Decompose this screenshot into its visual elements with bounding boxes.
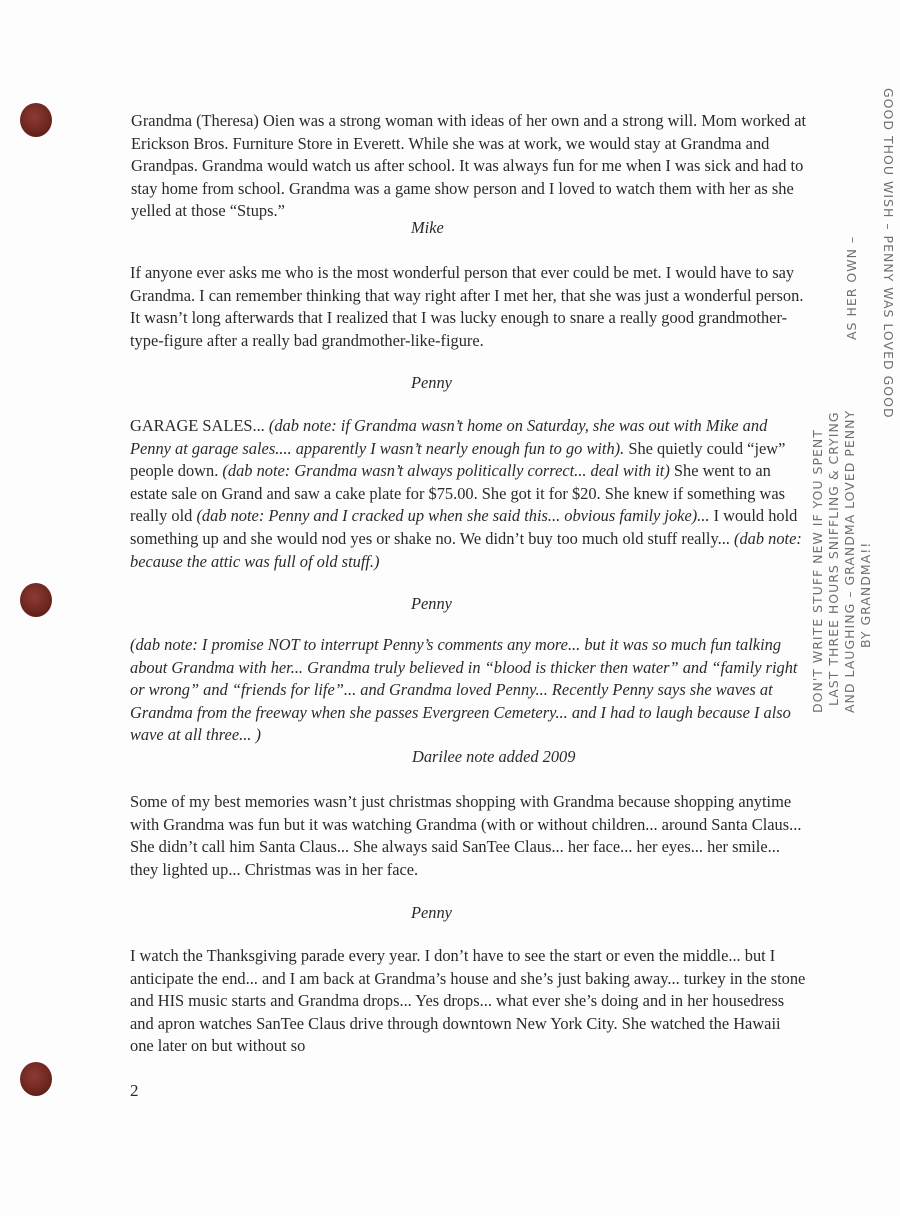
punch-hole-middle bbox=[20, 583, 52, 617]
garage-sales-text-2: She quietly could “jew” people down. bbox=[130, 438, 786, 481]
paragraph-santee-claus bbox=[130, 791, 806, 881]
paragraph-text: Some of my best memories wasn’t just christmas shopping with Grandma because shopping anytime with Grandma was fun but it was watching Grandma (with or without children... around Santa Claus... She didn’t call him Santa Claus... She always said SanTee Claus... her face... her eyes... her smile... they lighted up... Christmas was in her face. bbox=[130, 792, 802, 879]
garage-sales-text-3: She went to an estate sale on Grand and saw a cake plate for $75.00. She got it for $20. She knew if something was really old bbox=[130, 461, 786, 526]
paragraph-thanksgiving-parade bbox=[130, 945, 806, 1058]
dab-note-3: (dab note: Penny and I cracked up when she said this... obvious family joke)... bbox=[196, 506, 710, 526]
garage-sales-text-4: I would hold something up and she would nod yes or shake no. We didn’t buy too much old stuff really... bbox=[130, 506, 798, 548]
dab-note-4: (dab note: because the attic was full of old stuff.) bbox=[130, 528, 802, 571]
punch-hole-bottom bbox=[20, 1062, 52, 1096]
signature-penny-2: Penny bbox=[411, 594, 452, 613]
handwritten-line-4: DON'T WRITE STUFF NEW IF YOU SPENT bbox=[810, 429, 825, 713]
paragraph-text: I watch the Thanksgiving parade every year. I don’t have to see the start or even the middle... but I anticipate the end... and I am back at Grandma’s house and she’s just baking away... turkey in the stone and HIS music starts and Grandma drops... Yes drops... what ever she’s doing and in her housedress and apron watches SanTee Claus drive through downtown New York City. She watched the Hawaii one later on but without so bbox=[130, 946, 806, 1056]
paragraph-text: Grandma (Theresa) Oien was a strong woman with ideas of her own and a strong will. Mom worked at Erickson Bros. Furniture Store in Everett. While she was at work, we would stay at Grandma and Grandpas. Grandma would watch us after school. It was always fun for me when I was sick and had to stay home from school. Grandma was a game show person and I loved to watch them with her as she yelled at those “Stups.” bbox=[131, 111, 807, 221]
paragraph-mike-memory bbox=[131, 110, 807, 223]
signature-mike: Mike bbox=[411, 218, 444, 237]
garage-sales-text-1: GARAGE SALES... bbox=[130, 416, 265, 435]
handwritten-note-svg bbox=[808, 88, 898, 728]
signature-darilee: Darilee note added 2009 bbox=[412, 747, 576, 766]
handwritten-line-5: AND LAUGHING – GRANDMA LOVED PENNY bbox=[842, 409, 857, 713]
dab-note-2: (dab note: Grandma wasn’t always politically correct... deal with it) bbox=[222, 461, 670, 481]
paragraph-text: If anyone ever asks me who is the most wonderful person that ever could be met. I would have to say Grandma. I can remember thinking that way right after I met her, that she was just a wonderful person. It wasn’t long afterwards that I realized that I was lucky enough to snare a really good grandmother-type-figure after a really bad grandmother-like-figure. bbox=[130, 263, 804, 350]
signature-penny-3: Penny bbox=[411, 903, 452, 922]
paragraph-garage-sales bbox=[130, 415, 806, 573]
dab-note-1: (dab note: if Grandma wasn’t home on Saturday, she was out with Mike and Penny at garage sales.... apparently I wasn’t nearly enough fun to go with). bbox=[130, 416, 768, 458]
handwritten-line-1: GOOD THOU WISH – PENNY WAS LOVED GOOD bbox=[881, 88, 896, 419]
handwritten-line-3: LAST THREE HOURS SNIFFLING & CRYING bbox=[826, 411, 841, 706]
handwritten-line-2: AS HER OWN – bbox=[844, 235, 859, 340]
handwritten-line-6: BY GRANDMA!! bbox=[858, 541, 873, 648]
page-number: 2 bbox=[130, 1081, 139, 1100]
signature-penny-1: Penny bbox=[411, 373, 452, 392]
paragraph-darilee-note bbox=[130, 634, 806, 747]
paragraph-text: (dab note: I promise NOT to interrupt Penny’s comments any more... but it was so much fun talking about Grandma with her... Grandma truly believed in “blood is thicker then water” and “family right or wrong” and “friends for life”... and Grandma loved Penny... Recently Penny says she waves at Grandma from the freeway when she passes Evergreen Cemetery... and I had to laugh because I also wave at all three... ) bbox=[130, 635, 798, 745]
handwritten-margin-note bbox=[808, 88, 898, 728]
paragraph-penny-wonderful bbox=[130, 262, 806, 352]
punch-hole-top bbox=[20, 103, 52, 137]
